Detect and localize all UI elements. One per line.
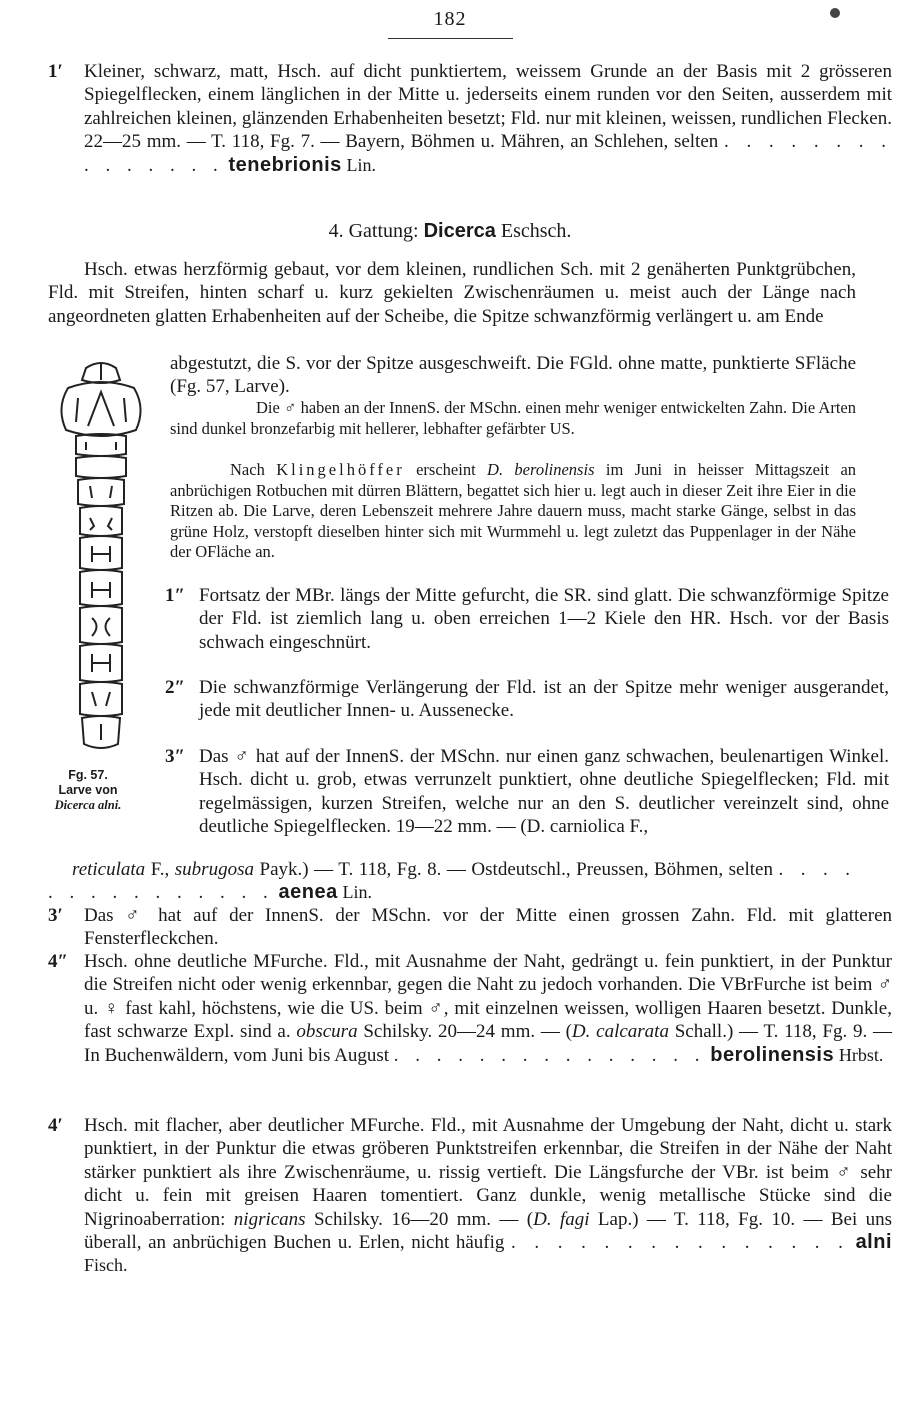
biology-author: Klingelhöffer xyxy=(276,460,405,479)
aberration-name: nigricans xyxy=(233,1208,306,1230)
species-author: Hrbst. xyxy=(838,1044,884,1065)
key-entry-3prime xyxy=(48,904,892,951)
entry-text: Das ♂ hat auf der InnenS. der MSchn. vor der Mitte einen grossen Zahn. Fld. mit glatteren Fensterfleckchen. xyxy=(84,905,892,950)
species-name: alni xyxy=(855,1231,893,1254)
page-number: 182 xyxy=(433,8,467,30)
synonym: D. fagi xyxy=(533,1208,590,1230)
key-entry-4dd xyxy=(48,950,892,1067)
variety-name: obscura xyxy=(296,1021,358,1043)
entry-text: Hsch. ohne deutliche MFurche. Fld., mit Ausnahme der Naht, gedrängt u. fein punktiert, in der Punktur die Streifen nicht oder wenig erkennbar, gegen die Naht zu jedoch vorhanden. Die VBrFurche ist beim ♂ u. ♀ fast kahl, höchstens, wie die US. beim ♂, mit einzelnen weissen, wolligen Haaren besetzt. Dunkle, fast schwarze Expl. sind a. xyxy=(84,951,892,1043)
genus-description: Hsch. etwas herzförmig gebaut, vor dem kleinen, rundlichen Sch. mit 2 genäherten Punktgrübchen, Fld. mit Streifen, hinten scharf u. kurz gekielten Zwischenräumen u. meist auch der Länge nach angeordneten glatten Erhabenheiten auf der Scheibe, die Spitze schwanzförmig verlängert u. am Ende xyxy=(48,259,856,327)
figure-label: Fg. 57. xyxy=(68,768,108,782)
entry-text: Fortsatz der MBr. längs der Mitte gefurcht, die SR. sind glatt. Die schwanzförmige Spitze der Fld. ist ziemlich lang u. oben erreichen 1—2 Kiele den HR. Hsch. vor der Basis schwach eingeschnürt. xyxy=(199,585,889,653)
figure-caption-species: Dicerca alni. xyxy=(54,798,122,812)
entry-number: 3″ xyxy=(165,746,185,767)
key-entry-3dd xyxy=(165,745,889,839)
genus-heading xyxy=(0,220,900,243)
genus-description-cont: abgestutzt, die S. vor der Spitze ausgeschweift. Die FGld. ohne matte, punktierte SFläche (Fg. 57, Larve). xyxy=(170,353,856,398)
entry-number: 4′ xyxy=(48,1115,63,1136)
species-author: Lin. xyxy=(342,882,372,903)
dot-leaders: . . . . . . . . . . . . . . . xyxy=(393,1044,706,1066)
entry-number: 1′ xyxy=(48,61,63,82)
dot-leaders: . . . . . . . . . . . . . . . xyxy=(84,131,893,176)
genus-name: Dicerca xyxy=(423,220,496,242)
entry-number: 4″ xyxy=(48,951,68,972)
species-author: Fisch. xyxy=(84,1255,128,1276)
ink-spot xyxy=(830,8,840,18)
biology-note xyxy=(170,460,856,563)
synonym: subrugosa xyxy=(174,859,254,880)
dot-leaders: . . . . . . . . . . . . . . . xyxy=(48,859,857,904)
entry-number: 3′ xyxy=(48,905,63,926)
entry-text: Schilsky. 20—24 mm. — ( xyxy=(363,1021,572,1043)
entry-text: Kleiner, schwarz, matt, Hsch. auf dicht punktiertem, weissem Grunde an der Basis mit 2 grösseren Spiegelflecken, einem länglichen in der Mitte u. jederseits einem runden vor den Seiten, ausserdem mit zahlreichen kleinen, glänzenden Erhabenheiten besetzt; Fld. nur mit kleinen, weissen, rundlichen Flecken. 22—25 mm. — T. 118, Fg. 7. — Bayern, Böhmen u. Mähren, an Schlehen, selten xyxy=(84,61,892,153)
entry-text: Lap.) — T. 118, Fg. 10. — Bei uns überall, an anbrüchigen Buchen u. Erlen, nicht häufig xyxy=(84,1208,893,1254)
genus-prefix: 4. Gattung: xyxy=(328,220,419,242)
key-entry-1dd xyxy=(165,584,889,654)
species-name: berolinensis xyxy=(710,1043,835,1066)
key-entry-2dd xyxy=(165,676,889,723)
synonym: D. calcarata xyxy=(571,1021,669,1043)
larva-illustration xyxy=(46,358,156,768)
biology-species: D. berolinensis xyxy=(487,460,595,479)
synonym: reticulata xyxy=(72,859,146,880)
entry-text: Schall.) — T. 118, Fg. 9. — In Buchenwäldern, vom Juni bis August xyxy=(84,1021,892,1066)
species-name: tenebrionis xyxy=(228,153,342,176)
entry-text: Schilsky. 16—20 mm. — ( xyxy=(313,1208,534,1230)
synonym-author: F., xyxy=(150,859,170,880)
dot-leaders: . . . . . . . . . . . . . . . xyxy=(511,1232,849,1254)
species-author: Lin. xyxy=(346,154,377,175)
biology-lead: Nach xyxy=(230,460,265,479)
entry-number: 2″ xyxy=(165,677,185,698)
entry-number: 1″ xyxy=(165,585,185,606)
entry-text: Hsch. mit flacher, aber deutlicher MFurche. Fld., mit Ausnahme der Umgebung der Naht, dicht u. stark punktiert, in der Punktur die etwas gröberen Punktstreifen erkennbar, die Streifen in der Nähe der Naht stärker punktiert als ihre Zwischenräume, u. rissig vertieft. Die Längsfurche der VBr. ist beim ♂ sehr dicht u. fein mit greisen Haaren tomentiert. Ganz dunkle, wenig metallische Stücke sind die Nigrinoaberration: xyxy=(84,1115,892,1230)
male-note: Die ♂ haben an der InnenS. der MSchn. einen mehr weniger entwickelten Zahn. Die Arten sind dunkel bronzefarbig mit hellerer, lebhafter gefärbter US. xyxy=(170,398,856,438)
header-rule xyxy=(388,38,513,39)
entry-text: Die schwanzförmige Verlängerung der Fld. ist an der Spitze mehr weniger ausgerandet, jede mit deutlicher Innen- u. Aussenecke. xyxy=(199,677,889,722)
species-name: aenea xyxy=(278,881,338,904)
key-entry-1prime xyxy=(48,60,892,177)
key-entry-4prime xyxy=(48,1114,892,1278)
entry-text: Payk.) — T. 118, Fg. 8. — Ostdeutschl., Preussen, Böhmen, selten xyxy=(259,859,773,880)
figure-caption-a: Larve von xyxy=(58,783,118,797)
figure-caption xyxy=(18,768,158,813)
biology-text: im Juni in heisser Mittagszeit an anbrüchigen Rotbuchen mit dürren Blättern, begattet sich hier u. legt auch in dieser Zeit ihre Eier in die Ritzen ab. Die Larve, deren Lebenszeit mehrere Jahre dauern muss, macht starke Gänge, selbst in das grüne Holz, verstopft dieselben hinter sich mit Wurmmehl u. legt zuletzt das Puppenlager in der Nähe der OFläche an. xyxy=(170,460,857,561)
biology-verb: erscheint xyxy=(416,460,476,479)
key-entry-3dd-cont xyxy=(48,858,856,905)
genus-author: Eschsch. xyxy=(500,220,572,242)
entry-text: Das ♂ hat auf der InnenS. der MSchn. nur einen ganz schwachen, beulenartigen Winkel. Hsch. dicht u. grob, etwas verrunzelt punktiert, ohne deutliche Spiegelflecken; Fld. mit regelmässigen, kurzen Streifen, welche nur an den S. deutlicher vereinzelt sind, ohne deutliche Spiegelflecken. 19—22 mm. — (D. carniolica F., xyxy=(199,746,889,838)
